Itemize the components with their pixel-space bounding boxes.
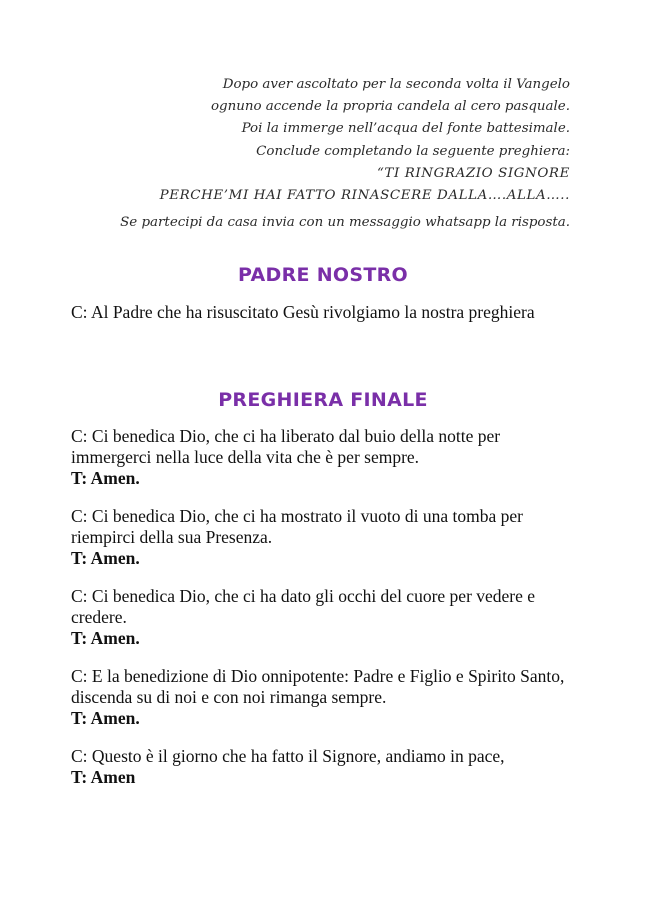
- blessing-block: [71, 666, 581, 729]
- blessing-block: [71, 426, 581, 489]
- blessing-block: [71, 586, 581, 649]
- intro-line: Dopo aver ascoltato per la seconda volta il Vangelo: [222, 77, 570, 92]
- padre-nostro-text: [71, 302, 581, 323]
- blessing-block: [71, 506, 581, 569]
- section-title-preghiera-finale: PREGHIERA FINALE: [218, 389, 428, 411]
- intro-line: ognuno accende la propria candela al cero pasquale.: [210, 99, 570, 115]
- intro-line: PERCHE’MI HAI FATTO RINASCERE DALLA….ALLA…..: [159, 188, 570, 204]
- celebrant-line: C: Ci benedica Dio, che ci ha mostrato il vuoto di una tomba per riempirci della sua Presenza.: [71, 506, 523, 547]
- response-line: T: Amen.: [71, 708, 140, 728]
- intro-line: Poi la immerge nell’acqua del fonte battesimale.: [241, 121, 570, 137]
- celebrant-line: C: E la benedizione di Dio onnipotente: Padre e Figlio e Spirito Santo, discenda su di noi e con noi rimanga sempre.: [71, 666, 565, 707]
- intro-instructions: [120, 74, 570, 234]
- intro-line: “TI RINGRAZIO SIGNORE: [376, 165, 570, 181]
- celebrant-line: C: Questo è il giorno che ha fatto il Signore, andiamo in pace,: [71, 746, 505, 766]
- blessing-block: [71, 746, 581, 788]
- intro-line: Conclude completando la seguente preghiera:: [256, 143, 570, 159]
- response-line: T: Amen.: [71, 468, 140, 488]
- response-line: T: Amen.: [71, 548, 140, 568]
- section-title-padre-nostro: PADRE NOSTRO: [238, 264, 408, 286]
- response-line: T: Amen.: [71, 628, 140, 648]
- celebrant-line: C: Al Padre che ha risuscitato Gesù rivolgiamo la nostra preghiera: [71, 302, 535, 322]
- celebrant-line: C: Ci benedica Dio, che ci ha dato gli occhi del cuore per vedere e credere.: [71, 586, 536, 627]
- response-line: T: Amen: [71, 767, 136, 787]
- intro-line: Se partecipi da casa invia con un messaggio whatsapp la risposta.: [120, 215, 570, 231]
- celebrant-line: C: Ci benedica Dio, che ci ha liberato dal buio della notte per immergerci nella luce della vita che è per sempre.: [71, 426, 501, 467]
